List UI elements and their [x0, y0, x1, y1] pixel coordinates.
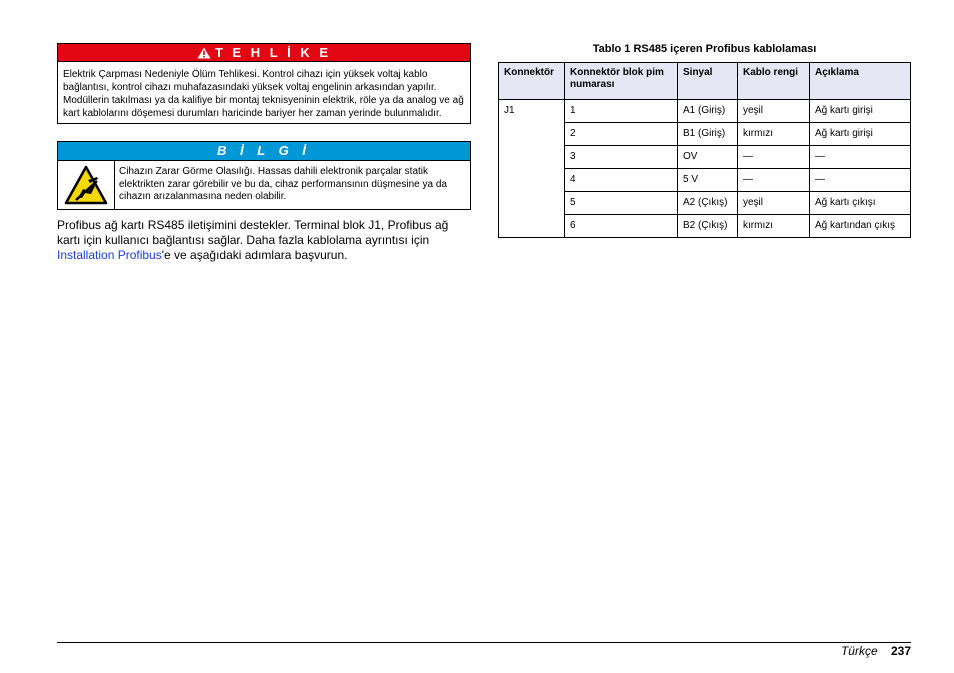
header-pin-number: Konnektör blok pim numarası — [565, 63, 678, 100]
table-header-row — [499, 63, 911, 100]
body-paragraph — [57, 218, 471, 263]
pin-cell: 5 — [565, 192, 678, 215]
danger-title: T E H L İ K E — [214, 45, 332, 60]
danger-text: Elektrik Çarpması Nedeniyle Ölüm Tehlikesi. Kontrol cihazı için yüksek voltaj kablo bağlantısı, kontrol cihazı muhafazasındaki yüksek voltaj engelinin arkasından yapılır. Modüllerin takılması ya da kalifiye bir montaj teknisyeninin elektrik, röle ya da analog ve ağ kart kablolarını döşemesi durumları haricinde bariyer her zaman yerinde bulunmalıdır. — [63, 69, 464, 119]
signal-cell: OV — [678, 146, 738, 169]
color-cell: — — [738, 169, 810, 192]
notice-text: Cihazın Zarar Görme Olasılığı. Hassas dahili elektronik parçalar statik elektrikten zarar görebilir ve bu da, cihaz performansının düşmesine ya da cihazın arızalanmasına neden olabilir. — [119, 166, 447, 202]
color-cell: yeşil — [738, 192, 810, 215]
description-cell: — — [810, 169, 911, 192]
danger-header — [58, 44, 470, 62]
paragraph-text-before: Profibus ağ kartı RS485 iletişimini destekler. Terminal blok J1, Profibus ağ kartı için kullanıcı bağlantısı sağlar. Daha fazla kablolama ayrıntısı için — [57, 218, 449, 247]
color-cell: kırmızı — [738, 215, 810, 238]
description-cell: Ağ kartı çıkışı — [810, 192, 911, 215]
header-cable-color: Kablo rengi — [738, 63, 810, 100]
installation-profibus-link[interactable]: Installation Profibus — [57, 248, 162, 262]
pin-cell: 1 — [565, 100, 678, 123]
signal-cell: A2 (Çıkış) — [678, 192, 738, 215]
rs485-wiring-table — [498, 62, 911, 238]
connector-cell: J1 — [499, 100, 565, 238]
danger-box — [57, 43, 471, 124]
notice-icon-cell — [58, 161, 115, 209]
description-cell: Ağ kartı girişi — [810, 100, 911, 123]
description-cell: Ağ kartı girişi — [810, 123, 911, 146]
description-cell: Ağ kartından çıkış — [810, 215, 911, 238]
esd-warning-icon — [64, 165, 108, 205]
footer-divider — [57, 642, 911, 643]
page-footer — [841, 644, 911, 658]
table-row — [499, 100, 911, 123]
pin-cell: 6 — [565, 215, 678, 238]
color-cell: kırmızı — [738, 123, 810, 146]
header-connector: Konnektör — [499, 63, 565, 100]
notice-header: B İ L G İ — [58, 142, 470, 161]
color-cell: yeşil — [738, 100, 810, 123]
header-signal: Sinyal — [678, 63, 738, 100]
pin-cell: 4 — [565, 169, 678, 192]
color-cell: — — [738, 146, 810, 169]
pin-cell: 2 — [565, 123, 678, 146]
signal-cell: B2 (Çıkış) — [678, 215, 738, 238]
header-description: Açıklama — [810, 63, 911, 100]
page-number: 237 — [890, 644, 911, 658]
signal-cell: 5 V — [678, 169, 738, 192]
table-caption: Tablo 1 RS485 içeren Profibus kablolaması — [592, 43, 817, 55]
description-cell: — — [810, 146, 911, 169]
notice-box — [57, 141, 471, 210]
paragraph-text-after: 'e ve aşağıdaki adımlara başvurun. — [161, 248, 348, 262]
footer-language: Türkçe — [840, 644, 878, 658]
warning-triangle-icon — [197, 47, 211, 59]
signal-cell: A1 (Giriş) — [678, 100, 738, 123]
pin-cell: 3 — [565, 146, 678, 169]
signal-cell: B1 (Giriş) — [678, 123, 738, 146]
